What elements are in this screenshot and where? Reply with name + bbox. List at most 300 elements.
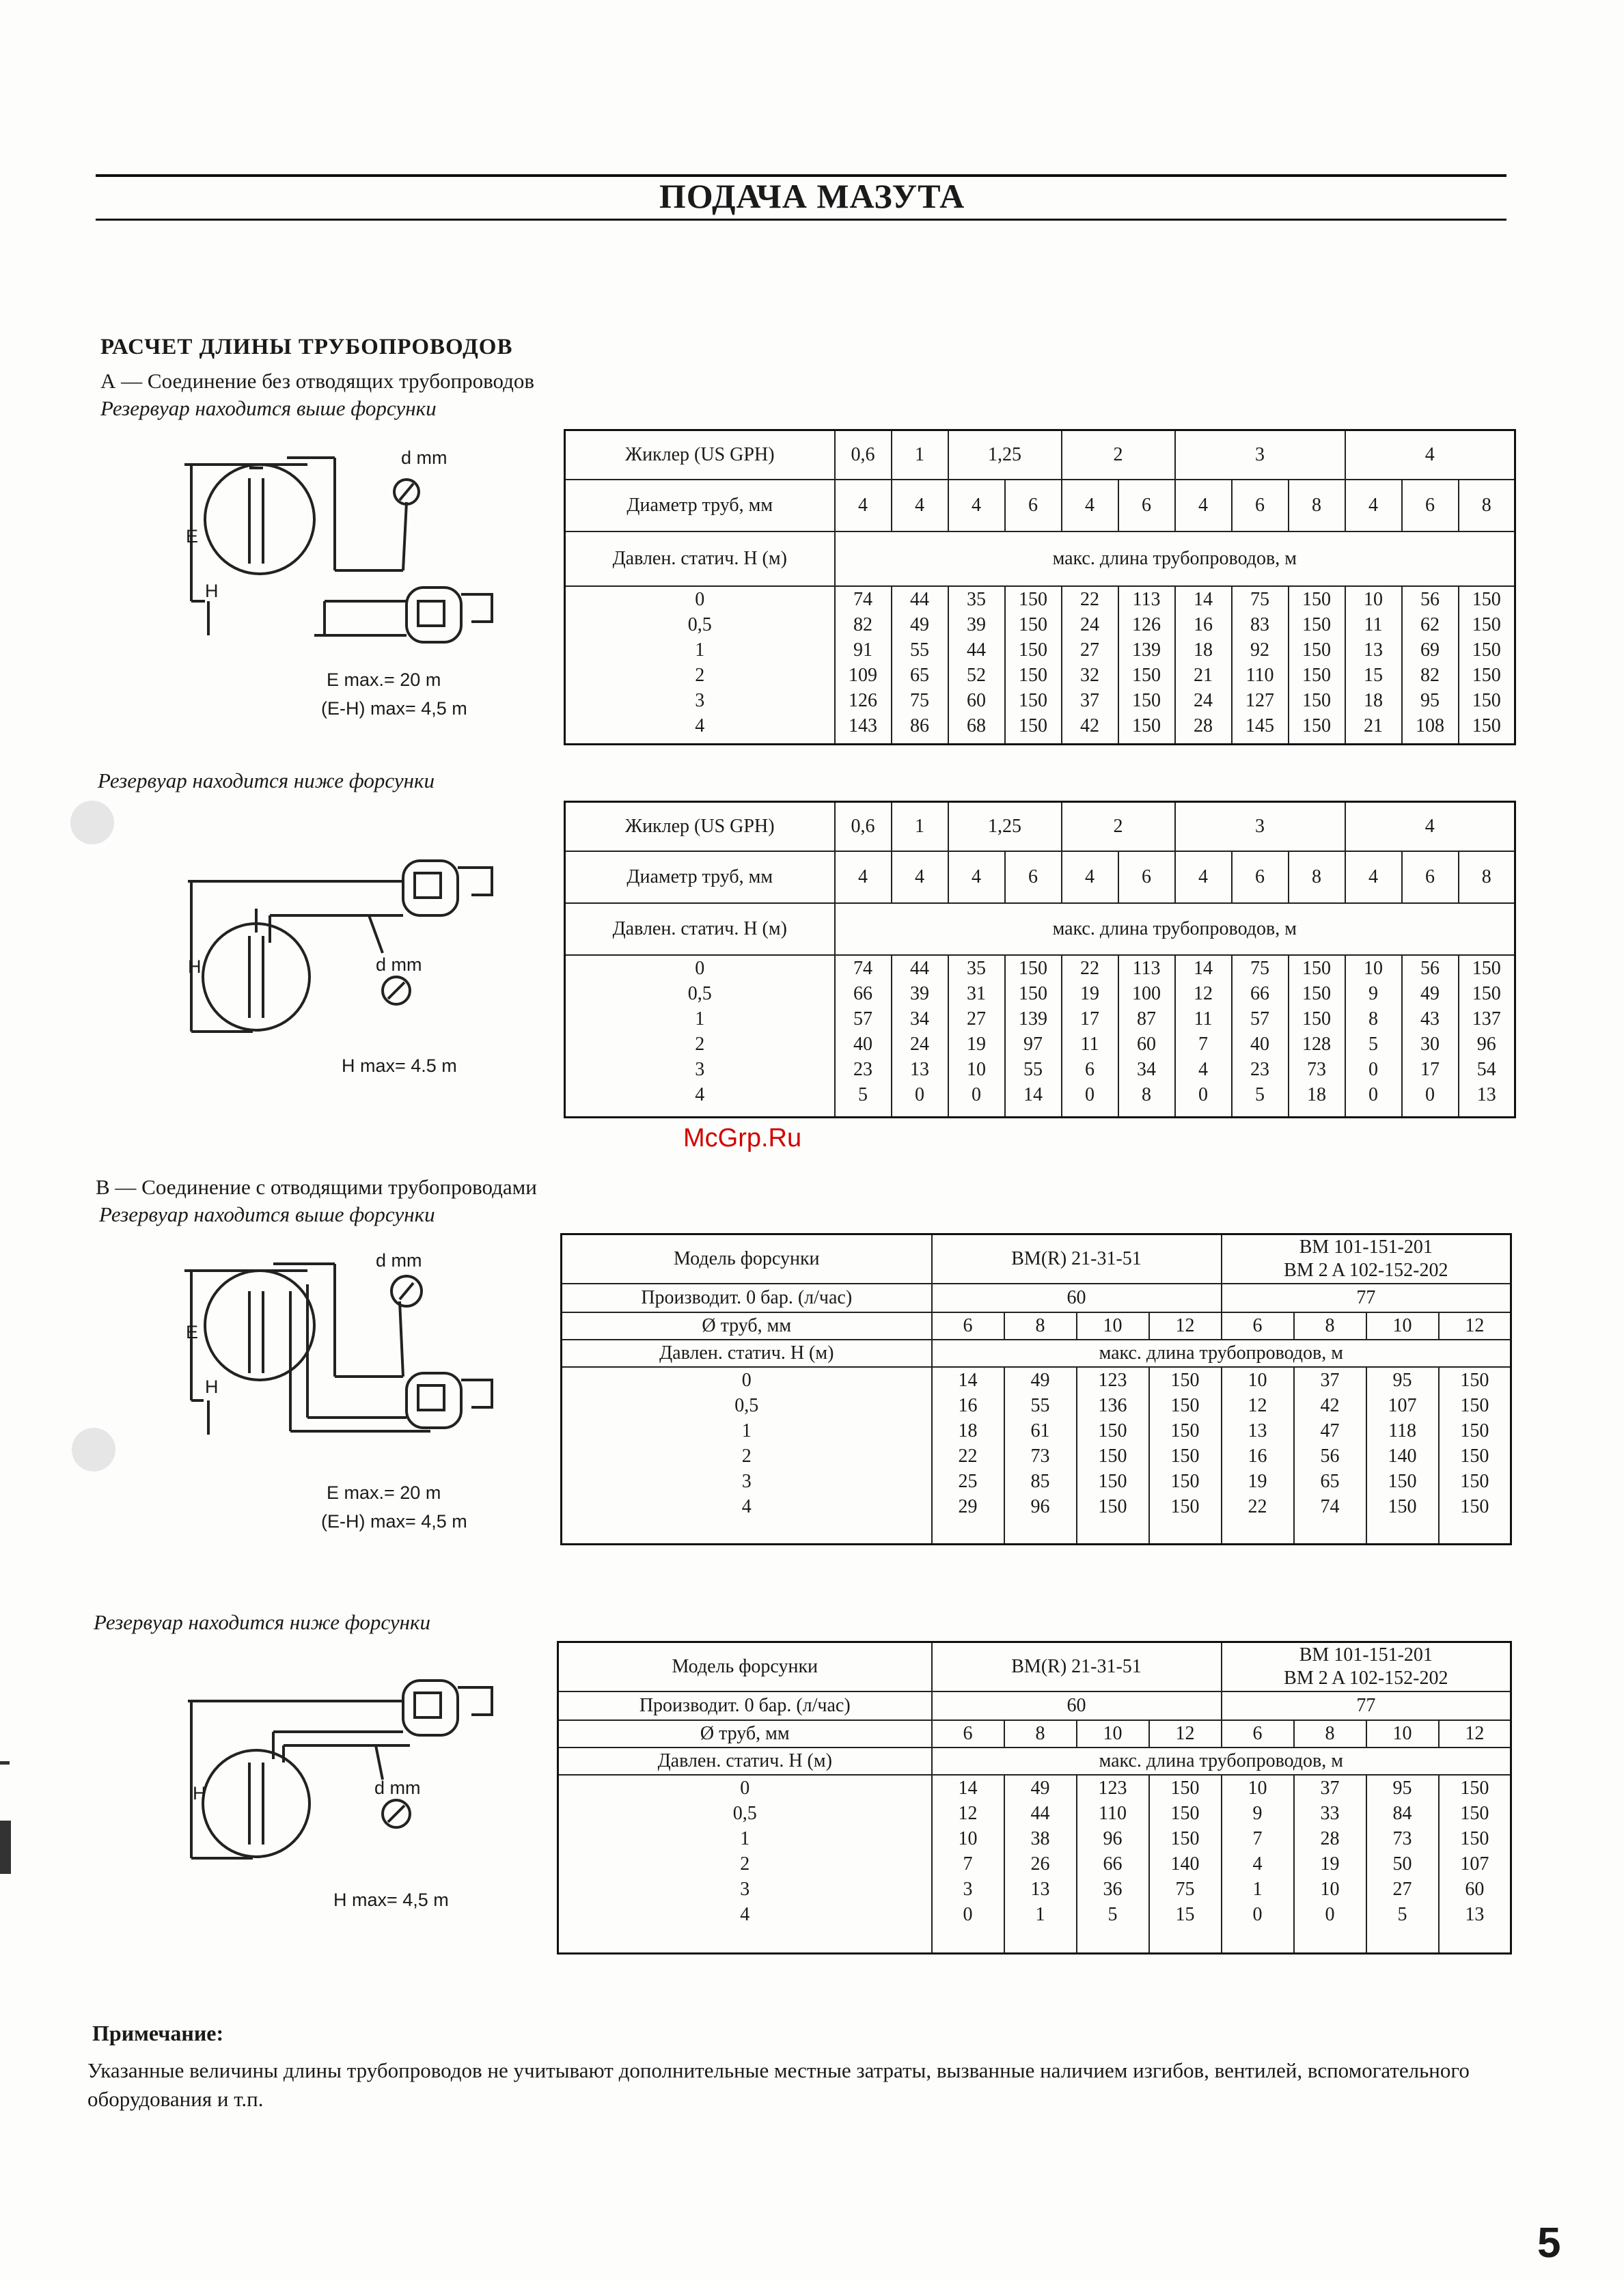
table-cell: 150 xyxy=(1460,1369,1489,1391)
value-column xyxy=(1077,1775,1149,1954)
table-cell: 150 xyxy=(1098,1420,1127,1441)
scan-edge-mark xyxy=(0,1761,10,1765)
model-2 xyxy=(1222,1642,1511,1691)
diameter-cell: 12 xyxy=(1149,1720,1222,1748)
table-cell: 60 xyxy=(967,689,986,711)
table-cell: 57 xyxy=(853,1008,872,1030)
value-column xyxy=(1149,1775,1222,1954)
section-heading: РАСЧЕТ ДЛИНЫ ТРУБОПРОВОДОВ xyxy=(100,335,513,359)
table-cell: 49 xyxy=(1420,982,1440,1004)
height-value: 0 xyxy=(695,588,705,610)
table-cell: 73 xyxy=(1392,1827,1412,1849)
table-cell: 139 xyxy=(1019,1008,1047,1030)
heights-column xyxy=(565,586,835,745)
table-cell: 0 xyxy=(1368,1058,1379,1080)
table-cell: 24 xyxy=(1080,613,1099,635)
diameter-cell: 4 xyxy=(1062,480,1118,531)
table-cell: 150 xyxy=(1460,1777,1489,1799)
e-max-1: E max.= 20 m xyxy=(327,669,441,690)
header-max-length: макс. длина трубопроводов, м xyxy=(835,903,1515,955)
table-cell: 32 xyxy=(1080,664,1099,686)
diameter-cell: 10 xyxy=(1077,1312,1149,1340)
table-cell: 5 xyxy=(858,1083,868,1105)
table-cell: 96 xyxy=(1030,1495,1050,1517)
table-cell: 91 xyxy=(853,639,872,661)
table-cell: 19 xyxy=(967,1033,986,1055)
table-cell: 113 xyxy=(1132,588,1161,610)
header-max-length: макс. длина трубопроводов, м xyxy=(932,1340,1511,1367)
table-cell: 136 xyxy=(1098,1394,1127,1416)
diameter-cell: 4 xyxy=(1345,480,1402,531)
table-cell: 17 xyxy=(1080,1008,1099,1030)
table-cell: 150 xyxy=(1098,1470,1127,1492)
d-mm-label-2: d mm xyxy=(376,954,422,975)
table-cell: 3 xyxy=(963,1878,973,1900)
table-cell: 22 xyxy=(1080,957,1099,979)
table-cell: 150 xyxy=(1302,957,1331,979)
table-cell: 150 xyxy=(1302,1008,1331,1030)
table-cell: 1 xyxy=(1035,1903,1045,1925)
table-cell: 66 xyxy=(1103,1853,1123,1875)
diameter-cell: 4 xyxy=(892,851,948,903)
diameter-cell: 8 xyxy=(1004,1312,1077,1340)
scan-edge-mark-2 xyxy=(0,1821,11,1874)
value-column xyxy=(1459,955,1515,1118)
value-column xyxy=(1118,586,1175,745)
section-a-title: А — Соединение без отводящих трубопроводов xyxy=(100,369,535,393)
table-cell: 86 xyxy=(910,715,929,736)
diameter-cell: 6 xyxy=(1118,480,1175,531)
table-cell: 150 xyxy=(1019,689,1047,711)
table-cell: 9 xyxy=(1368,982,1379,1004)
height-value: 4 xyxy=(695,715,705,736)
table-cell: 42 xyxy=(1080,715,1099,736)
table-cell: 12 xyxy=(958,1802,978,1824)
header-max-length: макс. длина трубопроводов, м xyxy=(835,531,1515,586)
table-cell: 19 xyxy=(1320,1853,1340,1875)
diameter-cell: 8 xyxy=(1289,480,1345,531)
section-b-title: В — Соединение с отводящими трубопроводами xyxy=(96,1175,537,1199)
nozzle-group: 1 xyxy=(892,430,948,480)
diameter-cell: 6 xyxy=(1005,851,1062,903)
table-cell: 128 xyxy=(1302,1033,1331,1055)
table-cell: 12 xyxy=(1194,982,1213,1004)
value-column xyxy=(932,1367,1004,1545)
table-cell: 150 xyxy=(1460,1827,1489,1849)
height-value: 1 xyxy=(740,1827,750,1849)
table-cell: 150 xyxy=(1170,1802,1200,1824)
header-capacity: Производит. 0 бар. (л/час) xyxy=(558,1691,932,1720)
table-cell: 37 xyxy=(1320,1369,1340,1391)
table-cell: 150 xyxy=(1019,957,1047,979)
heights-column xyxy=(558,1775,932,1954)
model-2-line-2: BM 2 A 102-152-202 xyxy=(1284,1259,1448,1281)
diameter-cell: 8 xyxy=(1294,1312,1366,1340)
tank-above-label-1: Резервуар находится выше форсунки xyxy=(100,396,437,420)
table-cell: 150 xyxy=(1019,715,1047,736)
height-value: 0,5 xyxy=(687,982,712,1004)
table-cell: 14 xyxy=(958,1369,978,1391)
model-2 xyxy=(1222,1234,1511,1284)
table-cell: 140 xyxy=(1170,1853,1200,1875)
table-cell: 150 xyxy=(1472,639,1501,661)
diagram-tank-below-b xyxy=(171,1660,553,1879)
table-cell: 110 xyxy=(1245,664,1274,686)
header-pressure: Давлен. статич. H (м) xyxy=(562,1340,932,1367)
value-column xyxy=(1366,1775,1439,1954)
table-cell: 34 xyxy=(1137,1058,1156,1080)
table-cell: 150 xyxy=(1460,1495,1489,1517)
table-cell: 13 xyxy=(910,1058,929,1080)
table-cell: 66 xyxy=(853,982,872,1004)
table-cell: 123 xyxy=(1098,1369,1127,1391)
table-cell: 150 xyxy=(1019,613,1047,635)
table-cell: 10 xyxy=(1248,1369,1267,1391)
nozzle-group: 0,6 xyxy=(835,430,892,480)
height-value: 0,5 xyxy=(687,613,712,635)
note-text: Указанные величины длины трубопроводов не учитывают дополнительные местные затраты, вызванные наличием изгибов, вентилей, вспомогательного оборудования и т.п. xyxy=(87,2058,1470,2111)
table-cell: 40 xyxy=(1250,1033,1269,1055)
diameter-cell: 8 xyxy=(1459,480,1515,531)
table-cell: 35 xyxy=(967,588,986,610)
table-cell: 37 xyxy=(1080,689,1099,711)
heights-column xyxy=(565,955,835,1118)
table-cell: 22 xyxy=(958,1445,978,1467)
header-model: Модель форсунки xyxy=(562,1234,932,1284)
diameter-cell: 12 xyxy=(1439,1720,1511,1748)
height-value: 3 xyxy=(695,689,705,711)
table-cell: 139 xyxy=(1132,639,1161,661)
height-value: 0 xyxy=(740,1777,750,1799)
capacity-1: 60 xyxy=(932,1284,1222,1312)
diameter-cell: 4 xyxy=(892,480,948,531)
diameter-cell: 8 xyxy=(1289,851,1345,903)
table-cell: 13 xyxy=(1465,1903,1485,1925)
table-cell: 40 xyxy=(853,1033,872,1055)
height-value: 0,5 xyxy=(734,1394,759,1416)
d-mm-label-4: d mm xyxy=(374,1778,421,1798)
table-cell: 8 xyxy=(1142,1083,1151,1105)
height-value: 3 xyxy=(695,1058,705,1080)
diameter-cell: 6 xyxy=(1118,851,1175,903)
height-value: 3 xyxy=(741,1470,752,1492)
table-cell: 123 xyxy=(1098,1777,1127,1799)
table-cell: 16 xyxy=(1248,1445,1267,1467)
tank-above-label-2: Резервуар находится выше форсунки xyxy=(99,1202,435,1226)
table-cell: 150 xyxy=(1098,1495,1127,1517)
nozzle-group: 3 xyxy=(1175,802,1345,851)
table-cell: 11 xyxy=(1364,613,1383,635)
page-title: ПОДАЧА МАЗУТА xyxy=(659,177,965,215)
d-mm-label-1: d mm xyxy=(401,447,448,468)
table-cell: 150 xyxy=(1019,982,1047,1004)
height-value: 2 xyxy=(741,1445,752,1467)
nozzle-group: 1,25 xyxy=(948,802,1062,851)
table-cell: 150 xyxy=(1170,1777,1200,1799)
page-number: 5 xyxy=(1537,2220,1561,2267)
watermark: McGrp.Ru xyxy=(683,1124,802,1152)
nozzle-group: 1,25 xyxy=(948,430,1062,480)
diameter-cell: 4 xyxy=(1175,851,1232,903)
table-cell: 8 xyxy=(1368,1008,1379,1030)
table-a-tank-above xyxy=(564,429,1516,745)
table-cell: 73 xyxy=(1307,1058,1326,1080)
height-value: 2 xyxy=(695,664,705,686)
table-cell: 150 xyxy=(1302,689,1331,711)
table-cell: 150 xyxy=(1170,1394,1200,1416)
nozzle-group: 0,6 xyxy=(835,802,892,851)
table-cell: 22 xyxy=(1080,588,1099,610)
value-column xyxy=(1439,1775,1511,1954)
table-cell: 97 xyxy=(1023,1033,1043,1055)
table-cell: 150 xyxy=(1170,1420,1200,1441)
table-cell: 150 xyxy=(1472,715,1501,736)
diameter-cell: 4 xyxy=(1175,480,1232,531)
height-value: 1 xyxy=(695,1008,705,1030)
height-value: 4 xyxy=(741,1495,752,1517)
table-cell: 14 xyxy=(958,1777,978,1799)
table-cell: 4 xyxy=(1198,1058,1208,1080)
value-column xyxy=(892,586,948,745)
height-value: 3 xyxy=(740,1878,750,1900)
table-cell: 49 xyxy=(1030,1369,1050,1391)
table-cell: 108 xyxy=(1416,715,1445,736)
table-cell: 49 xyxy=(1030,1777,1050,1799)
table-cell: 36 xyxy=(1103,1878,1123,1900)
diameter-cell: 6 xyxy=(932,1720,1004,1748)
header-nozzle: Жиклер (US GPH) xyxy=(565,430,835,480)
table-cell: 7 xyxy=(1252,1827,1263,1849)
table-cell: 150 xyxy=(1472,664,1501,686)
table-cell: 54 xyxy=(1476,1058,1496,1080)
table-cell: 75 xyxy=(1250,588,1269,610)
value-column xyxy=(1232,955,1289,1118)
value-column xyxy=(1294,1367,1366,1545)
table-cell: 0 xyxy=(1425,1083,1435,1105)
table-cell: 96 xyxy=(1103,1827,1123,1849)
header-diameter: Ø труб, мм xyxy=(562,1312,932,1340)
table-cell: 10 xyxy=(1248,1777,1267,1799)
table-cell: 55 xyxy=(1023,1058,1043,1080)
table-cell: 19 xyxy=(1248,1470,1267,1492)
diameter-cell: 12 xyxy=(1149,1312,1222,1340)
table-cell: 150 xyxy=(1170,1470,1200,1492)
table-cell: 126 xyxy=(1132,613,1161,635)
table-cell: 140 xyxy=(1388,1445,1417,1467)
title-underline xyxy=(96,219,1506,221)
table-cell: 61 xyxy=(1030,1420,1050,1441)
table-cell: 127 xyxy=(1245,689,1274,711)
table-cell: 65 xyxy=(910,664,929,686)
table-cell: 10 xyxy=(1320,1878,1340,1900)
value-column xyxy=(1345,955,1402,1118)
table-cell: 17 xyxy=(1420,1058,1440,1080)
diameter-cell: 10 xyxy=(1077,1720,1149,1748)
table-cell: 23 xyxy=(853,1058,872,1080)
table-cell: 74 xyxy=(853,957,872,979)
table-cell: 145 xyxy=(1245,715,1274,736)
value-column xyxy=(1005,586,1062,745)
table-cell: 150 xyxy=(1132,715,1161,736)
value-column xyxy=(1175,586,1232,745)
table-cell: 150 xyxy=(1472,982,1501,1004)
e-max-2: E max.= 20 m xyxy=(327,1482,441,1503)
table-cell: 150 xyxy=(1460,1394,1489,1416)
table-cell: 60 xyxy=(1465,1878,1485,1900)
table-cell: 14 xyxy=(1023,1083,1043,1105)
header-diameter: Ø труб, мм xyxy=(558,1720,932,1748)
table-cell: 74 xyxy=(853,588,872,610)
table-cell: 15 xyxy=(1364,664,1384,686)
tank-below-label-1: Резервуар находится ниже форсунки xyxy=(98,769,435,792)
table-cell: 0 xyxy=(1368,1083,1379,1105)
table-cell: 118 xyxy=(1388,1420,1417,1441)
value-column xyxy=(1175,955,1232,1118)
table-cell: 24 xyxy=(1194,689,1213,711)
table-cell: 25 xyxy=(958,1470,978,1492)
height-value: 4 xyxy=(695,1083,705,1105)
table-cell: 85 xyxy=(1030,1470,1050,1492)
diameter-cell: 4 xyxy=(1062,851,1118,903)
table-cell: 95 xyxy=(1392,1369,1412,1391)
table-cell: 12 xyxy=(1248,1394,1267,1416)
value-column xyxy=(1289,955,1345,1118)
h-dim-label-1: H xyxy=(205,581,219,601)
height-value: 2 xyxy=(695,1033,705,1055)
value-column xyxy=(1062,586,1118,745)
value-column xyxy=(1232,586,1289,745)
diameter-cell: 6 xyxy=(1402,480,1459,531)
binder-hole-2 xyxy=(72,1428,115,1472)
diameter-cell: 6 xyxy=(1222,1720,1294,1748)
header-diameter: Диаметр труб, мм xyxy=(565,480,835,531)
binder-hole-1 xyxy=(70,801,114,844)
diameter-cell: 6 xyxy=(1222,1312,1294,1340)
diameter-cell: 12 xyxy=(1439,1312,1511,1340)
table-cell: 44 xyxy=(967,639,986,661)
value-column xyxy=(948,955,1005,1118)
table-cell: 9 xyxy=(1252,1802,1263,1824)
diagram-tank-below-a xyxy=(171,847,553,1052)
table-cell: 44 xyxy=(910,588,929,610)
table-cell: 42 xyxy=(1320,1394,1340,1416)
table-cell: 11 xyxy=(1194,1008,1213,1030)
table-cell: 56 xyxy=(1420,957,1440,979)
table-cell: 92 xyxy=(1250,639,1269,661)
table-cell: 5 xyxy=(1255,1083,1265,1105)
table-cell: 0 xyxy=(1198,1083,1208,1105)
table-cell: 18 xyxy=(958,1420,978,1441)
table-cell: 28 xyxy=(1320,1827,1340,1849)
table-cell: 43 xyxy=(1420,1008,1440,1030)
table-b-tank-below xyxy=(557,1641,1512,1955)
height-value: 2 xyxy=(740,1853,750,1875)
table-cell: 16 xyxy=(1194,613,1213,635)
table-cell: 37 xyxy=(1320,1777,1340,1799)
e-dim-label-1: E xyxy=(186,526,199,547)
table-cell: 96 xyxy=(1476,1033,1496,1055)
header-pressure: Давлен. статич. H (м) xyxy=(565,531,835,586)
table-cell: 28 xyxy=(1194,715,1213,736)
table-cell: 150 xyxy=(1472,957,1501,979)
table-cell: 150 xyxy=(1019,588,1047,610)
table-cell: 150 xyxy=(1132,664,1161,686)
value-column xyxy=(1222,1367,1294,1545)
value-column xyxy=(835,955,892,1118)
table-cell: 6 xyxy=(1085,1058,1095,1080)
table-cell: 1 xyxy=(1252,1878,1263,1900)
table-cell: 95 xyxy=(1420,689,1440,711)
diameter-cell: 4 xyxy=(835,851,892,903)
eh-max-2: (E-H) max= 4,5 m xyxy=(321,1511,467,1532)
table-cell: 150 xyxy=(1170,1495,1200,1517)
table-cell: 0 xyxy=(963,1903,973,1925)
table-cell: 82 xyxy=(853,613,872,635)
table-cell: 55 xyxy=(910,639,929,661)
height-value: 1 xyxy=(695,639,705,661)
height-value: 0 xyxy=(695,957,705,979)
table-cell: 21 xyxy=(1364,715,1384,736)
diameter-cell: 6 xyxy=(1232,851,1289,903)
h-max-1: H max= 4.5 m xyxy=(342,1055,457,1076)
model-2-line-2: BM 2 A 102-152-202 xyxy=(1284,1667,1448,1689)
table-cell: 150 xyxy=(1170,1445,1200,1467)
e-dim-label-3: E xyxy=(186,1322,199,1342)
table-cell: 0 xyxy=(1325,1903,1335,1925)
table-cell: 24 xyxy=(910,1033,929,1055)
table-cell: 75 xyxy=(1250,957,1269,979)
nozzle-group: 2 xyxy=(1062,802,1175,851)
table-cell: 107 xyxy=(1388,1394,1417,1416)
model-2-line-1: BM 101-151-201 xyxy=(1299,1644,1433,1666)
table-cell: 150 xyxy=(1460,1420,1489,1441)
table-cell: 18 xyxy=(1194,639,1213,661)
table-cell: 0 xyxy=(1252,1903,1263,1925)
value-column xyxy=(1345,586,1402,745)
table-cell: 11 xyxy=(1080,1033,1099,1055)
table-cell: 150 xyxy=(1302,613,1331,635)
table-cell: 19 xyxy=(1080,982,1099,1004)
nozzle-group: 4 xyxy=(1345,430,1515,480)
nozzle-group: 3 xyxy=(1175,430,1345,480)
table-cell: 56 xyxy=(1420,588,1440,610)
table-cell: 21 xyxy=(1194,664,1213,686)
table-cell: 73 xyxy=(1030,1445,1050,1467)
table-cell: 13 xyxy=(1476,1083,1496,1105)
table-cell: 150 xyxy=(1019,664,1047,686)
table-cell: 50 xyxy=(1392,1853,1412,1875)
value-column xyxy=(948,586,1005,745)
value-column xyxy=(892,955,948,1118)
table-cell: 27 xyxy=(1080,639,1099,661)
h-dim-label-2: H xyxy=(188,956,202,977)
table-cell: 150 xyxy=(1098,1445,1127,1467)
gauge-icon xyxy=(386,1271,427,1312)
header-diameter: Диаметр труб, мм xyxy=(565,851,835,903)
header-model: Модель форсунки xyxy=(558,1642,932,1691)
tank-below-label-2: Резервуар находится ниже форсунки xyxy=(94,1610,431,1634)
value-column xyxy=(1118,955,1175,1118)
capacity-2: 77 xyxy=(1222,1284,1511,1312)
table-cell: 0 xyxy=(972,1083,981,1105)
capacity-2: 77 xyxy=(1222,1691,1511,1720)
table-cell: 150 xyxy=(1388,1495,1417,1517)
table-cell: 65 xyxy=(1320,1470,1340,1492)
table-cell: 56 xyxy=(1320,1445,1340,1467)
value-column xyxy=(1004,1367,1077,1545)
model-1: BM(R) 21-31-51 xyxy=(932,1234,1222,1284)
table-cell: 7 xyxy=(963,1853,973,1875)
